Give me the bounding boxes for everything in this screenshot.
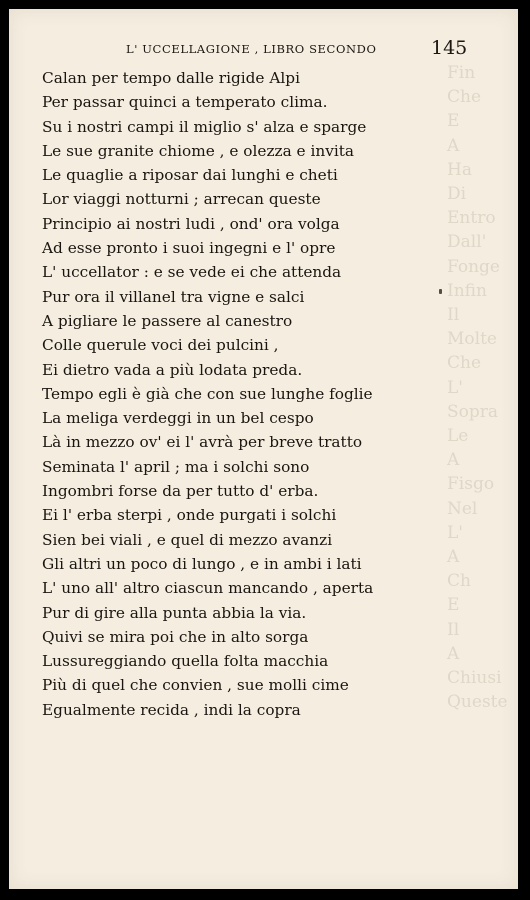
show-through-text: Fin Che E A Ha Di Entro Dall' Fonge Infin Il Molte Che L' Sopra Le A Fisgo Nel L' A Ch E Il A Chiusi Queste	[447, 63, 508, 713]
verse-line: Ingombri forse da per tutto d' erba.	[42, 482, 319, 501]
verse-line: Egualmente recida , indi la copra	[42, 700, 301, 719]
verse-line: Principio ai nostri ludi , ond' ora volga	[42, 214, 340, 233]
verse-line: Più di quel che convien , sue molli cime	[42, 676, 349, 695]
page-header	[9, 37, 518, 62]
verse-body	[42, 66, 482, 722]
verse-line: Calan per tempo dalle rigide Alpi	[42, 69, 300, 87]
verse-line: Le sue granite chiome , e olezza e invita	[42, 141, 355, 160]
verse-line: Pur di gire alla punta abbia la via.	[42, 603, 307, 622]
verse-line: La meliga verdeggi in un bel cespo	[42, 409, 314, 428]
page-number: 145	[431, 37, 468, 59]
verse-line: Lussureggiando quella folta macchia	[42, 652, 329, 671]
verse-line: Quivi se mira poi che in alto sorga	[42, 627, 309, 646]
verse-line: L' uccellator : e se vede ei che attenda	[42, 263, 342, 282]
book-page	[9, 9, 518, 889]
verse-line: Su i nostri campi il miglio s' alza e sparge	[42, 117, 367, 136]
verse-line: Ei l' erba sterpi , onde purgati i solchi	[42, 506, 337, 525]
ink-speck	[439, 289, 442, 294]
verse-line: Lor viaggi notturni ; arrecan queste	[42, 190, 321, 209]
verse-line: L' uno all' altro ciascun mancando , aperta	[42, 579, 374, 598]
verse-line: Tempo egli è già che con sue lunghe foglie	[42, 384, 373, 403]
running-head: L' UCCELLAGIONE , LIBRO SECONDO	[126, 42, 377, 56]
verse-line: Seminata l' april ; ma i solchi sono	[42, 457, 310, 476]
verse-line: Per passar quinci a temperato clima.	[42, 93, 328, 112]
verse-line: Pur ora il villanel tra vigne e salci	[42, 287, 305, 306]
verse-line: Sien bei viali , e quel di mezzo avanzi	[42, 530, 333, 549]
verse-line: Le quaglie a riposar dai lunghi e cheti	[42, 166, 338, 185]
verse-line: A pigliare le passere al canestro	[42, 311, 293, 330]
verse-line: Ei dietro vada a più lodata preda.	[42, 360, 303, 379]
verse-line: Ad esse pronto i suoi ingegni e l' opre	[42, 239, 336, 258]
verse-line: Colle querule voci dei pulcini ,	[42, 336, 279, 355]
verse-line: Gli altri un poco di lungo , e in ambi i lati	[42, 554, 362, 573]
verse-line: Là in mezzo ov' ei l' avrà per breve tratto	[42, 433, 363, 452]
